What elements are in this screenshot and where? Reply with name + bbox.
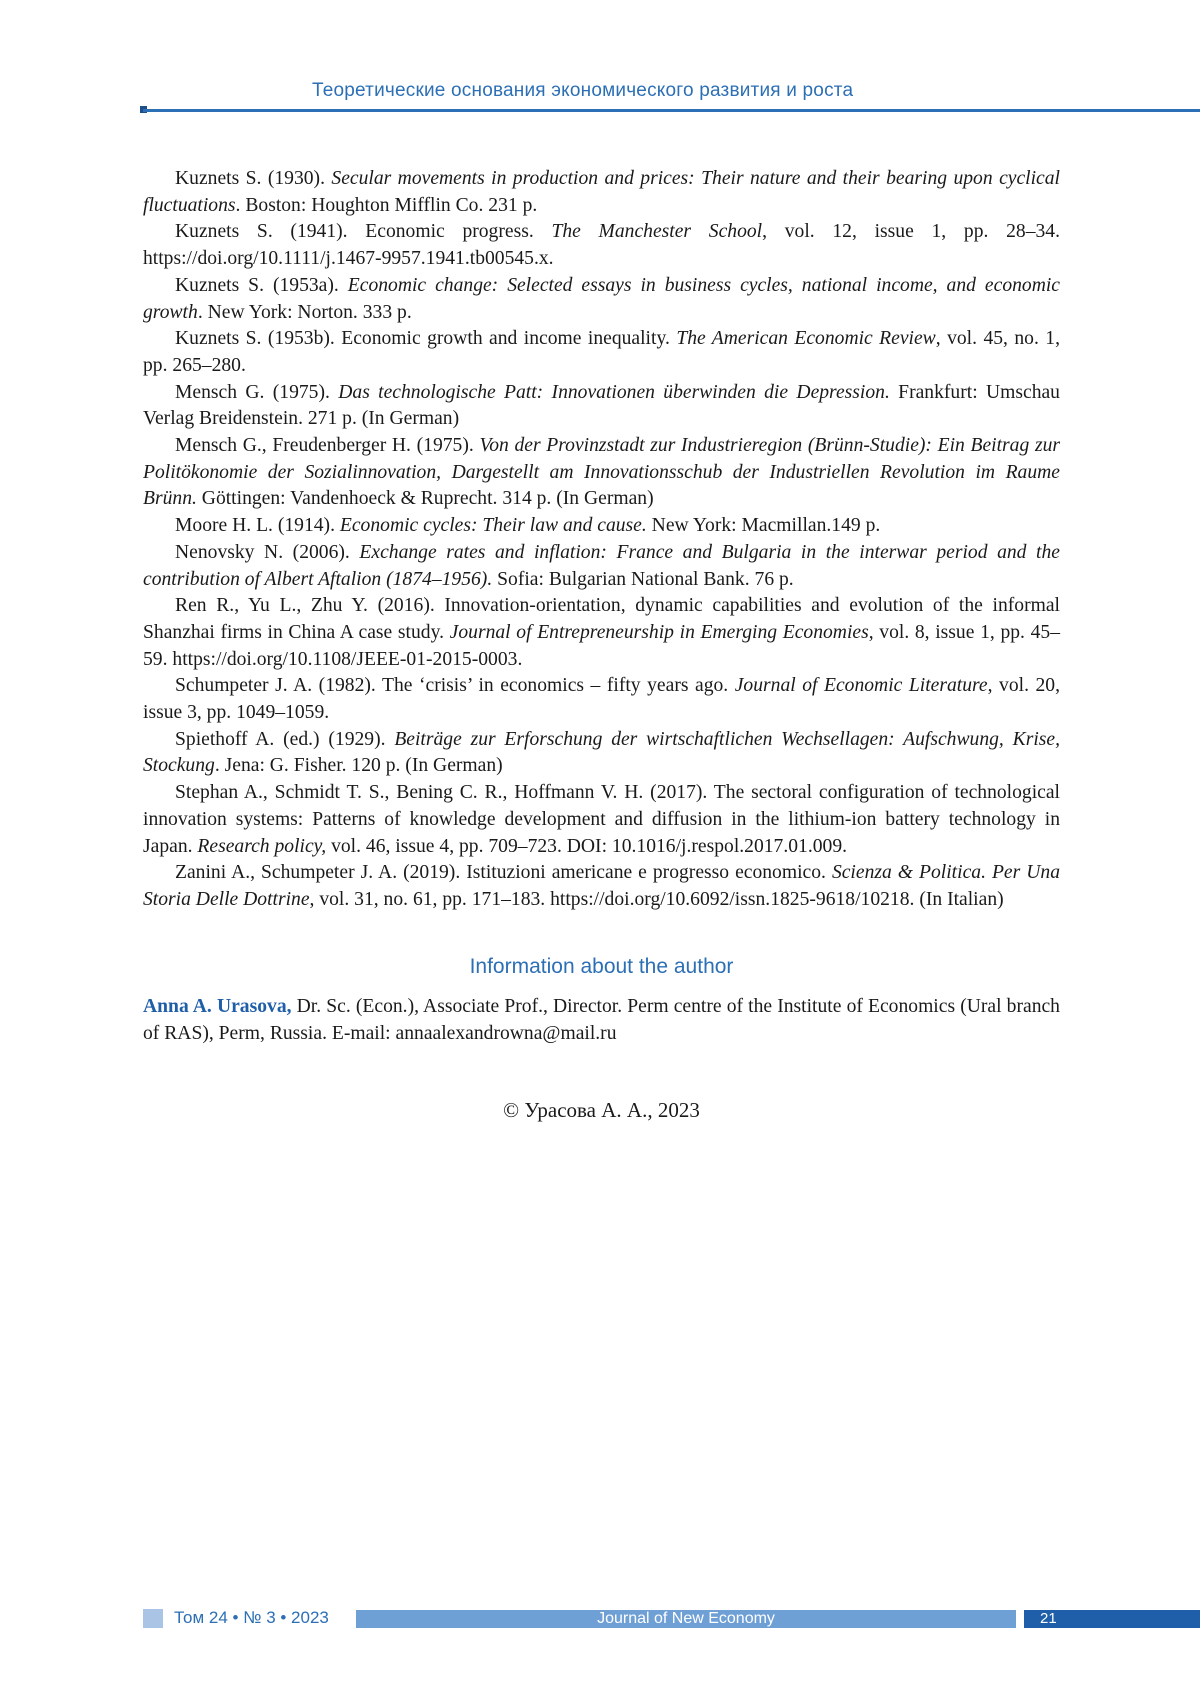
author-info — [143, 993, 1060, 1047]
reference-item: Kuznets S. (1953a). Economic change: Selected essays in business cycles, national income, and economic growth. New York: Norton. 333 p. — [143, 274, 1061, 323]
reference-item: Ren R., Yu L., Zhu Y. (2016). Innovation-orientation, dynamic capabilities and evolution of the informal Shanzhai firms in China A case study. Journal of Entrepreneurship in Emerging Economies, vol. 8, issue 1, pp. 45–59. https://doi.org/10.1108/JEEE-01-2015-0003. — [143, 595, 1060, 670]
copyright-notice: © Урасова А. А., 2023 — [503, 1098, 700, 1122]
reference-item: Kuznets S. (1941). Economic progress. The Manchester School, vol. 12, issue 1, pp. 28–34. https://doi.org/10.1111/j.1467-9957.1941.tb00545.x. — [143, 221, 1060, 270]
reference-item: Nenovsky N. (2006). Exchange rates and inflation: France and Bulgaria in the interwar period and the contribution of Albert Aftalion (1874–1956). Sofia: Bulgarian National Bank. 76 p. — [143, 541, 1060, 590]
reference-item: Kuznets S. (1953b). Economic growth and income inequality. The American Economic Review, vol. 45, no. 1, pp. 265–280. — [143, 328, 1061, 376]
reference-item: Schumpeter J. A. (1982). The ‘crisis’ in economics – fifty years ago. Journal of Economic Literature, vol. 20, issue 3, pp. 1049–1059. — [143, 675, 1060, 724]
reference-item: Moore H. L. (1914). Economic cycles: Their law and cause. New York: Macmillan.149 p. — [175, 515, 881, 537]
author-name: Anna A. Urasova, — [143, 996, 292, 1017]
reference-item: Mensch G., Freudenberger H. (1975). Von der Provinzstadt zur Industrieregion (Brünn-Studie): Ein Beitrag zur Politökonomie der Sozialinnovation, Dargestellt am Innovationsschub der Industriellen Revolution im Raume Brünn. Göttingen: Vandenhoeck & Ruprecht. 314 p. (In German) — [143, 435, 1060, 510]
author-details: Dr. Sc. (Econ.), Associate Prof., Director. Perm centre of the Institute of Economics (Ural branch of RAS), Perm, Russia. E-mail: annaalexandrowna@mail.ru — [143, 996, 1060, 1044]
running-title: Теоретические основания экономического развития и роста — [312, 80, 854, 101]
footer-issue: Том 24 • № 3 • 2023 — [174, 1608, 329, 1627]
reference-item: Kuznets S. (1930). Secular movements in production and prices: Their nature and their bearing upon cyclical fluctuations. Boston: Houghton Mifflin Co. 231 p. — [143, 168, 1060, 216]
reference-item: Mensch G. (1975). Das technologische Patt: Innovationen überwinden die Depression. Frankfurt: Umschau Verlag Breidenstein. 271 p. (In German) — [143, 381, 1060, 430]
footer-journal-title: Journal of New Economy — [356, 1610, 1016, 1628]
reference-list — [143, 166, 1060, 914]
footer-marker — [143, 1609, 163, 1628]
reference-item: Stephan A., Schmidt T. S., Bening C. R., Hoffmann V. H. (2017). The sectoral configuration of technological innovation systems: Patterns of knowledge development and diffusion in the lithium-ion battery technology in Japan. Research policy, vol. 46, issue 4, pp. 709–723. DOI: 10.1016/j.respol.2017.01.009. — [143, 782, 1060, 857]
header-rule — [143, 109, 1200, 112]
reference-item: Zanini A., Schumpeter J. A. (2019). Istituzioni americane e progresso economico. Scienza & Politica. Per Una Storia Delle Dottrine, vol. 31, no. 61, pp. 171–183. https://doi.org/10.6092/issn.1825-9618/10218. (In Italian) — [143, 862, 1061, 910]
reference-item: Spiethoff A. (ed.) (1929). Beiträge zur Erforschung der wirtschaftlichen Wechsellagen: Aufschwung, Krise, Stockung. Jena: G. Fisher. 120 p. (In German) — [143, 728, 1060, 777]
author-section-title: Information about the author — [469, 955, 734, 978]
page-number: 21 — [1024, 1610, 1200, 1628]
